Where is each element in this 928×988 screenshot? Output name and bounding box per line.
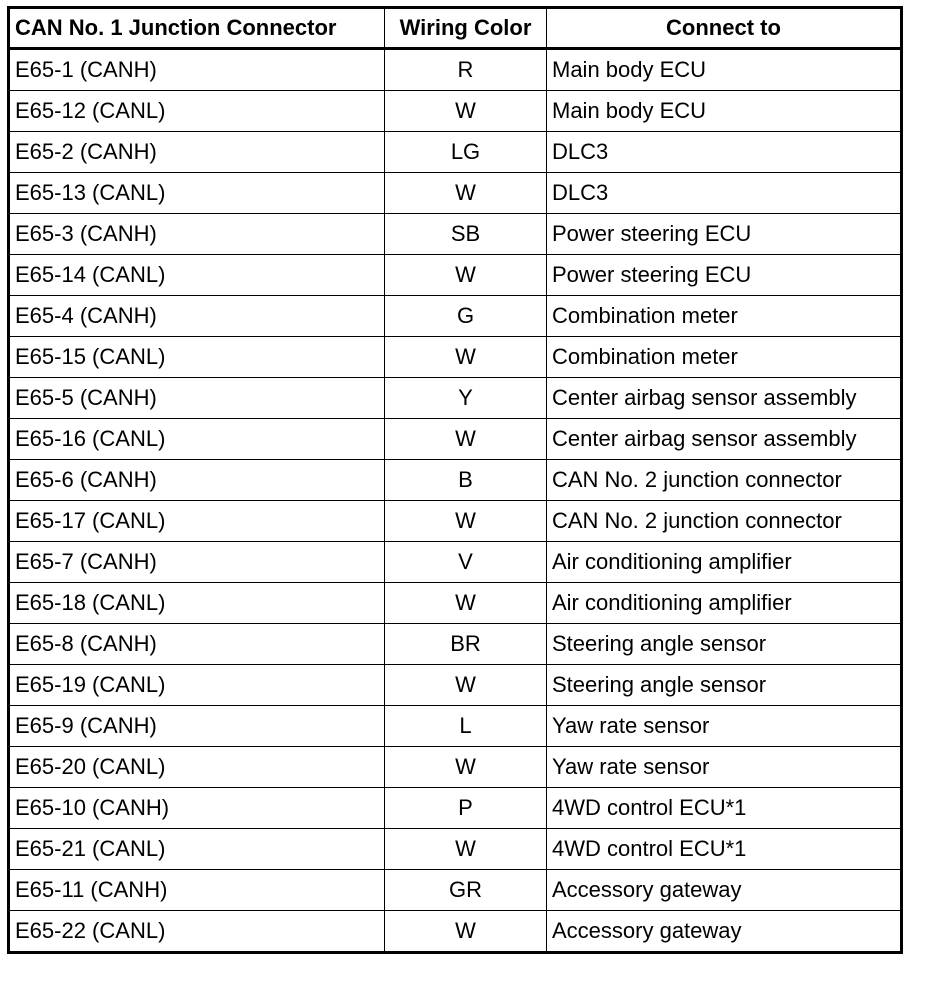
table-row [9, 706, 902, 747]
cell-connect-to: Main body ECU [547, 91, 902, 132]
table-row [9, 132, 902, 173]
cell-connect-to: DLC3 [547, 173, 902, 214]
cell-terminal: E65-13 (CANL) [9, 173, 385, 214]
cell-wiring-color: SB [385, 214, 547, 255]
cell-terminal: E65-7 (CANH) [9, 542, 385, 583]
cell-terminal: E65-9 (CANH) [9, 706, 385, 747]
cell-terminal: E65-17 (CANL) [9, 501, 385, 542]
cell-connect-to: CAN No. 2 junction connector [547, 501, 902, 542]
cell-wiring-color: W [385, 665, 547, 706]
can-junction-connector-table [7, 6, 903, 954]
cell-wiring-color: V [385, 542, 547, 583]
cell-wiring-color: LG [385, 132, 547, 173]
cell-terminal: E65-22 (CANL) [9, 911, 385, 953]
table-row [9, 542, 902, 583]
cell-connect-to: Yaw rate sensor [547, 706, 902, 747]
cell-wiring-color: P [385, 788, 547, 829]
cell-wiring-color: W [385, 91, 547, 132]
cell-terminal: E65-2 (CANH) [9, 132, 385, 173]
cell-connect-to: Accessory gateway [547, 870, 902, 911]
cell-connect-to: Center airbag sensor assembly [547, 378, 902, 419]
cell-wiring-color: R [385, 49, 547, 91]
cell-terminal: E65-1 (CANH) [9, 49, 385, 91]
table-header-row [9, 8, 902, 49]
table-row [9, 460, 902, 501]
table-row [9, 501, 902, 542]
cell-wiring-color: BR [385, 624, 547, 665]
cell-terminal: E65-14 (CANL) [9, 255, 385, 296]
cell-wiring-color: W [385, 501, 547, 542]
cell-terminal: E65-11 (CANH) [9, 870, 385, 911]
table-row [9, 829, 902, 870]
table-row [9, 214, 902, 255]
table-row [9, 173, 902, 214]
cell-wiring-color: W [385, 911, 547, 953]
table-body [9, 49, 902, 953]
cell-connect-to: CAN No. 2 junction connector [547, 460, 902, 501]
table-row [9, 378, 902, 419]
table-row [9, 665, 902, 706]
cell-connect-to: Air conditioning amplifier [547, 542, 902, 583]
cell-wiring-color: W [385, 255, 547, 296]
cell-terminal: E65-19 (CANL) [9, 665, 385, 706]
cell-connect-to: Combination meter [547, 337, 902, 378]
cell-connect-to: Accessory gateway [547, 911, 902, 953]
cell-wiring-color: G [385, 296, 547, 337]
cell-wiring-color: W [385, 583, 547, 624]
cell-connect-to: Steering angle sensor [547, 665, 902, 706]
table-row [9, 296, 902, 337]
cell-terminal: E65-4 (CANH) [9, 296, 385, 337]
cell-terminal: E65-15 (CANL) [9, 337, 385, 378]
cell-connect-to: DLC3 [547, 132, 902, 173]
cell-connect-to: Air conditioning amplifier [547, 583, 902, 624]
table-row [9, 911, 902, 953]
cell-wiring-color: L [385, 706, 547, 747]
cell-connect-to: Center airbag sensor assembly [547, 419, 902, 460]
table-row [9, 870, 902, 911]
cell-wiring-color: W [385, 337, 547, 378]
connector-table-container [7, 6, 903, 954]
table-row [9, 91, 902, 132]
table-row [9, 747, 902, 788]
cell-wiring-color: B [385, 460, 547, 501]
cell-terminal: E65-20 (CANL) [9, 747, 385, 788]
table-row [9, 255, 902, 296]
cell-terminal: E65-18 (CANL) [9, 583, 385, 624]
cell-terminal: E65-5 (CANH) [9, 378, 385, 419]
cell-wiring-color: W [385, 747, 547, 788]
header-wiring-color: Wiring Color [385, 8, 547, 49]
cell-connect-to: Main body ECU [547, 49, 902, 91]
table-row [9, 583, 902, 624]
cell-wiring-color: W [385, 829, 547, 870]
table-row [9, 624, 902, 665]
cell-wiring-color: W [385, 173, 547, 214]
cell-terminal: E65-10 (CANH) [9, 788, 385, 829]
cell-connect-to: Combination meter [547, 296, 902, 337]
table-row [9, 788, 902, 829]
cell-connect-to: 4WD control ECU*1 [547, 829, 902, 870]
cell-terminal: E65-6 (CANH) [9, 460, 385, 501]
cell-connect-to: 4WD control ECU*1 [547, 788, 902, 829]
cell-connect-to: Yaw rate sensor [547, 747, 902, 788]
cell-terminal: E65-8 (CANH) [9, 624, 385, 665]
header-junction-connector: CAN No. 1 Junction Connector [9, 8, 385, 49]
header-connect-to: Connect to [547, 8, 902, 49]
cell-terminal: E65-16 (CANL) [9, 419, 385, 460]
table-row [9, 337, 902, 378]
cell-connect-to: Steering angle sensor [547, 624, 902, 665]
cell-terminal: E65-3 (CANH) [9, 214, 385, 255]
cell-wiring-color: Y [385, 378, 547, 419]
cell-terminal: E65-21 (CANL) [9, 829, 385, 870]
cell-connect-to: Power steering ECU [547, 214, 902, 255]
cell-wiring-color: W [385, 419, 547, 460]
cell-connect-to: Power steering ECU [547, 255, 902, 296]
cell-terminal: E65-12 (CANL) [9, 91, 385, 132]
table-row [9, 419, 902, 460]
table-row [9, 49, 902, 91]
cell-wiring-color: GR [385, 870, 547, 911]
